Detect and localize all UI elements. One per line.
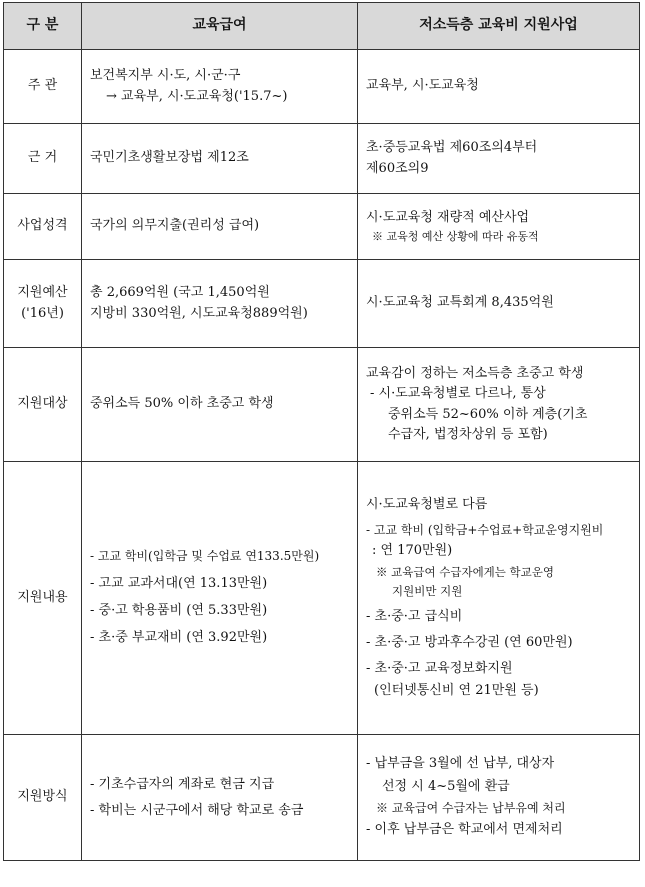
row-label: 지원방식 (4, 735, 82, 861)
header-education-benefit: 교육급여 (82, 3, 358, 50)
cell-note: ※ 교육급여 수급자는 납부유예 처리 (376, 801, 566, 816)
row-label: 사업성격 (4, 194, 82, 260)
cell-line: - 고교 학비 (입학금+수업료+학교운영지원비 (366, 523, 604, 538)
row-method (4, 735, 640, 861)
cell-line: - 기초수급자의 계좌로 현금 지급 (90, 776, 275, 792)
cell-line: 초·중등교육법 제60조의4부터 (366, 140, 538, 156)
cell-line: 수급자, 법정차상위 등 포함) (388, 426, 548, 442)
cell-line: 국민기초생활보장법 제12조 (90, 150, 249, 166)
cell-line: 시·도교육청 재량적 예산사업 (366, 209, 530, 225)
row-label: 근 거 (4, 124, 82, 194)
cell-line: - 고교 학비(입학금 및 수업료 연133.5만원) (90, 549, 320, 564)
cell-line: 보건복지부 시·도, 시·군·구 (90, 68, 241, 84)
comparison-table (3, 2, 640, 861)
row-label-line: 지원예산 (17, 285, 68, 301)
row-label: 지원내용 (4, 462, 82, 735)
cell-line: 중위소득 50% 이하 초중고 학생 (90, 396, 274, 412)
cell-line: : 연 170만원) (372, 543, 453, 559)
cell-line: - 초·중·고 교육정보화지원 (366, 660, 513, 676)
cell-line: (인터넷통신비 연 21만원 등) (374, 682, 539, 698)
cell-line: 지방비 330억원, 시도교육청889억원) (90, 305, 308, 321)
cell-note: 지원비만 지원 (392, 584, 463, 599)
cell-line: 시·도교육청 교특회계 8,435억원 (366, 295, 554, 311)
cell-line: 중위소득 52~60% 이하 계층(기초 (388, 406, 588, 422)
cell-note: ※ 교육급여 수급자에게는 학교운영 (376, 564, 554, 579)
cell-line: 국가의 의무지출(권리성 급여) (90, 218, 260, 234)
row-label-line: ('16년) (21, 305, 64, 321)
cell-line: - 학비는 시군구에서 해당 학교로 송금 (90, 802, 304, 818)
cell-line: - 고교 교과서대(연 13.13만원) (90, 575, 268, 591)
cell-benefit (82, 735, 358, 861)
cell-support (358, 50, 640, 124)
cell-line: - 초·중 부교재비 (연 3.92만원) (90, 630, 268, 646)
row-budget (4, 260, 640, 348)
cell-line: - 초·중·고 급식비 (366, 608, 463, 624)
cell-benefit (82, 462, 358, 735)
cell-line: - 납부금을 3월에 선 납부, 대상자 (366, 755, 555, 771)
cell-support (358, 735, 640, 861)
row-label (4, 260, 82, 348)
row-label: 주 관 (4, 50, 82, 124)
cell-support (358, 194, 640, 260)
cell-support (358, 462, 640, 735)
row-label: 지원대상 (4, 348, 82, 462)
cell-support (358, 124, 640, 194)
cell-benefit (82, 124, 358, 194)
cell-line: - 시·도교육청별로 다르나, 통상 (370, 386, 546, 402)
cell-line: 제60조의9 (366, 160, 429, 176)
header-row (4, 3, 640, 50)
row-nature (4, 194, 640, 260)
cell-benefit (82, 50, 358, 124)
cell-line: - 이후 납부금은 학교에서 면제처리 (366, 822, 563, 838)
cell-benefit (82, 260, 358, 348)
cell-line: 총 2,669억원 (국고 1,450억원 (90, 285, 270, 301)
row-content (4, 462, 640, 735)
cell-benefit (82, 348, 358, 462)
cell-line: - 중·고 학용품비 (연 5.33만원) (90, 602, 268, 618)
cell-support (358, 260, 640, 348)
cell-line: 교육부, 시·도교육청 (366, 78, 479, 94)
cell-line: - 초·중·고 방과후수강권 (연 60만원) (366, 634, 573, 650)
cell-support (358, 348, 640, 462)
header-low-income-support: 저소득층 교육비 지원사업 (358, 3, 640, 50)
cell-line: 선정 시 4~5월에 환급 (382, 778, 510, 794)
cell-line: 교육감이 정하는 저소득층 초중고 학생 (366, 366, 584, 382)
cell-note: ※ 교육청 예산 상황에 따라 유동적 (372, 230, 539, 244)
row-basis (4, 124, 640, 194)
cell-benefit (82, 194, 358, 260)
header-category: 구 분 (4, 3, 82, 50)
row-supervision (4, 50, 640, 124)
cell-line: 시·도교육청별로 다름 (366, 496, 488, 512)
row-target (4, 348, 640, 462)
cell-line: → 교육부, 시·도교육청('15.7~) (106, 88, 288, 104)
